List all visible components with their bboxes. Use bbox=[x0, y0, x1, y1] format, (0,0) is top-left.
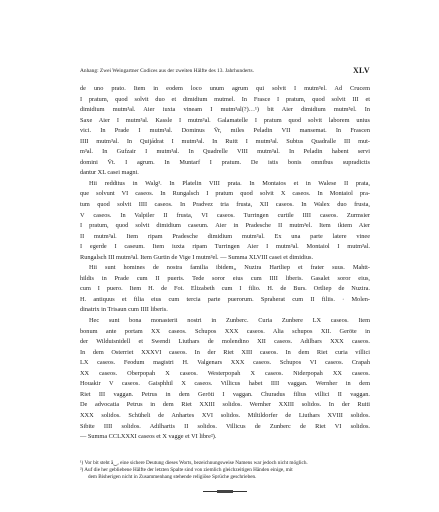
text-line: I pratum, quod solvit duo et dimidium mutmel. In Frasce I pratum, quod solvit III et bbox=[80, 95, 370, 103]
footnotes bbox=[80, 460, 370, 480]
text-line: bonum ante portam XX caseos. Schupos XXX caseos. Alia schupos XII. Geröte in bbox=[80, 327, 370, 335]
text-line: Houakir V caseos. Gaisphhil X caseos. Villicus habet IIII vaggan. Wernher in dem bbox=[80, 380, 370, 388]
text-line: IIII mutm³al. In Quijádrat I mutm³al. In Ruitt I mutm³al. Subtus Quadralle III mut- bbox=[80, 137, 370, 145]
text-line: dinatrix in Trisaun cum IIII liberis. bbox=[80, 306, 168, 314]
text-line: Hii redditus in Walg³. In Platelin VIII prata. In Montaios et in Walese II prata, bbox=[89, 179, 370, 187]
text-line: I pratum, quod solvit dimidium caseum. Aier in Pradesche II mutm³el. Item iktem Aier bbox=[80, 222, 370, 230]
text-line: dimidium mutm³al. Aier iuxta vineam I mutm³al(?)…¹) bit Aier dimidium mutm³el. In bbox=[80, 106, 370, 114]
text-line: Hii sunt homines de nostra familia ibidem„ Nuzira Hartliep et frater suus. Mahtt- bbox=[89, 264, 370, 272]
text-line: m³al. In Gufzair I mutm³al. In Quadrelle VIII mutm³al. In Peladin habent servi bbox=[80, 148, 370, 156]
paragraph bbox=[80, 263, 370, 316]
text-line: Hec sunt bona monasterii nostri in Zunberc. Curia Zunbere LX caseos. Item bbox=[89, 317, 370, 325]
text-line: Riet III vaggan. Petrus in dem Geröti I vaggan. Churadus filius villici II vaggan. bbox=[80, 390, 370, 398]
paragraph bbox=[80, 316, 370, 443]
page-number: XLV bbox=[352, 66, 370, 75]
text-line: Sibite IIII solidos. Adilhartis II solidos. Villicus de Zunberc de Riet VI solidos. bbox=[80, 422, 370, 430]
text-line: Rungalsch III mutm³al. Item Gurtin de Vige I mutm³el. — Summa XLVIII casei et dimidius. bbox=[80, 253, 314, 261]
body-text bbox=[80, 84, 370, 443]
text-line: — Summa CCLXXXI caseos et X vagge et VI libre²). bbox=[80, 433, 217, 441]
paragraph bbox=[80, 84, 370, 179]
text-line: LX caseos. Feodum magistri H. Valgenars XXX caseos. Schupos VI caseos. Crapah bbox=[80, 359, 370, 367]
paragraph bbox=[80, 179, 370, 263]
text-line: tum quod solvit IIII caseos. In Pradvez tria frusta, XII caseos. In Walex duo frusta, bbox=[80, 201, 370, 209]
footnote: ¹) Vor bit steht ã‿, eine sichere Deutung dieses Worts, bezeichnungsweise Namens war jedoch nicht möglich. bbox=[80, 460, 308, 466]
text-line: vici. In Prade I mutm³al. Dominus V̄r, miles Peladin VII mansemat. In Frascen bbox=[80, 127, 370, 135]
text-line: der Wilduisnidell et Swendi Liuthars de molendino XII caseos. Adilbars XXX caseos. bbox=[80, 338, 370, 346]
text-line: que solvunt VI caseos. In Rungalsch I pratum quod solvit X caseos. In Montaiol pra- bbox=[80, 190, 370, 198]
text-line: Saxe Aier I mutm³al. Kassle I mutm³al. Galamatelle I pratum quod solvit laborem unius bbox=[80, 116, 370, 124]
text-line: cum I puero. Item H. de Fot. Elizabeth cum I filio. H. de Burs. Ortliep de Nuzira. bbox=[80, 285, 370, 293]
end-ornament bbox=[203, 489, 247, 493]
text-line: XXX solidos. Schüheli de Anhartes XVI solidos. Miltildorfer de Liuthars XVIII solidos. bbox=[80, 411, 370, 419]
text-line: hildis in Prade cum II pueris. Tede soror eius cum IIII liberis. Gasalet soror eius, bbox=[80, 274, 370, 282]
text-line: de uno prato. Item in eodem loco unum agrum qui solvit I mutm³el. Ad Crucem bbox=[80, 85, 370, 92]
footnote: ²) Auf die her gebliebene Hälfte der letzten Spalte sind von ziemlich gleichzeitigen Händen einige, mit bbox=[80, 466, 293, 473]
text-line: H. antiquus et filia eius cum tercia parte puerorum. Spraherat cum II filiis. · Molen- bbox=[80, 295, 370, 303]
text-line: In dem Osterriet XXXVI caseos. In der Riet XIII caseos. In dem Riet curia villici bbox=[80, 348, 370, 356]
text-line: dantur XL casei magni. bbox=[80, 169, 139, 177]
text-line: De advocatia Petrus in dem Riet XXIII solidos. Wernher XXIII solidos. In der Ruiti bbox=[80, 401, 370, 409]
text-line: XX caseos. Oberpopah X caseos. Westerpopah X caseos. Niderpopah XX caseos. bbox=[80, 369, 370, 377]
text-line: V caseos. In Valpiler II frusta, VI caseos. Turringen curtile IIII caseos. Zurmsier bbox=[80, 211, 370, 219]
text-line: I egerde I caseum. Item iuxta ripam Turringen Aier I mutm³al. Montaiol I mutm³al. bbox=[80, 243, 370, 251]
text-line: II mutm³al. Item ripam Pradesche dimidium mutm³al. Ex una parte latere vinee bbox=[80, 232, 370, 240]
running-title: Anhang: Zwei Weingartner Codices aus der zweiten Hälfte des 13. Jahrhunderts. bbox=[80, 68, 255, 74]
text-line: domini V̄t. I agrum. In Muntarf I pratum. De istis bonis omnibus supradictis bbox=[80, 158, 370, 166]
page-header bbox=[80, 68, 370, 75]
footnote: dem Bisherigen nicht in Zusammenhang stehende religiöse Sprüche geschrieben. bbox=[88, 473, 257, 480]
